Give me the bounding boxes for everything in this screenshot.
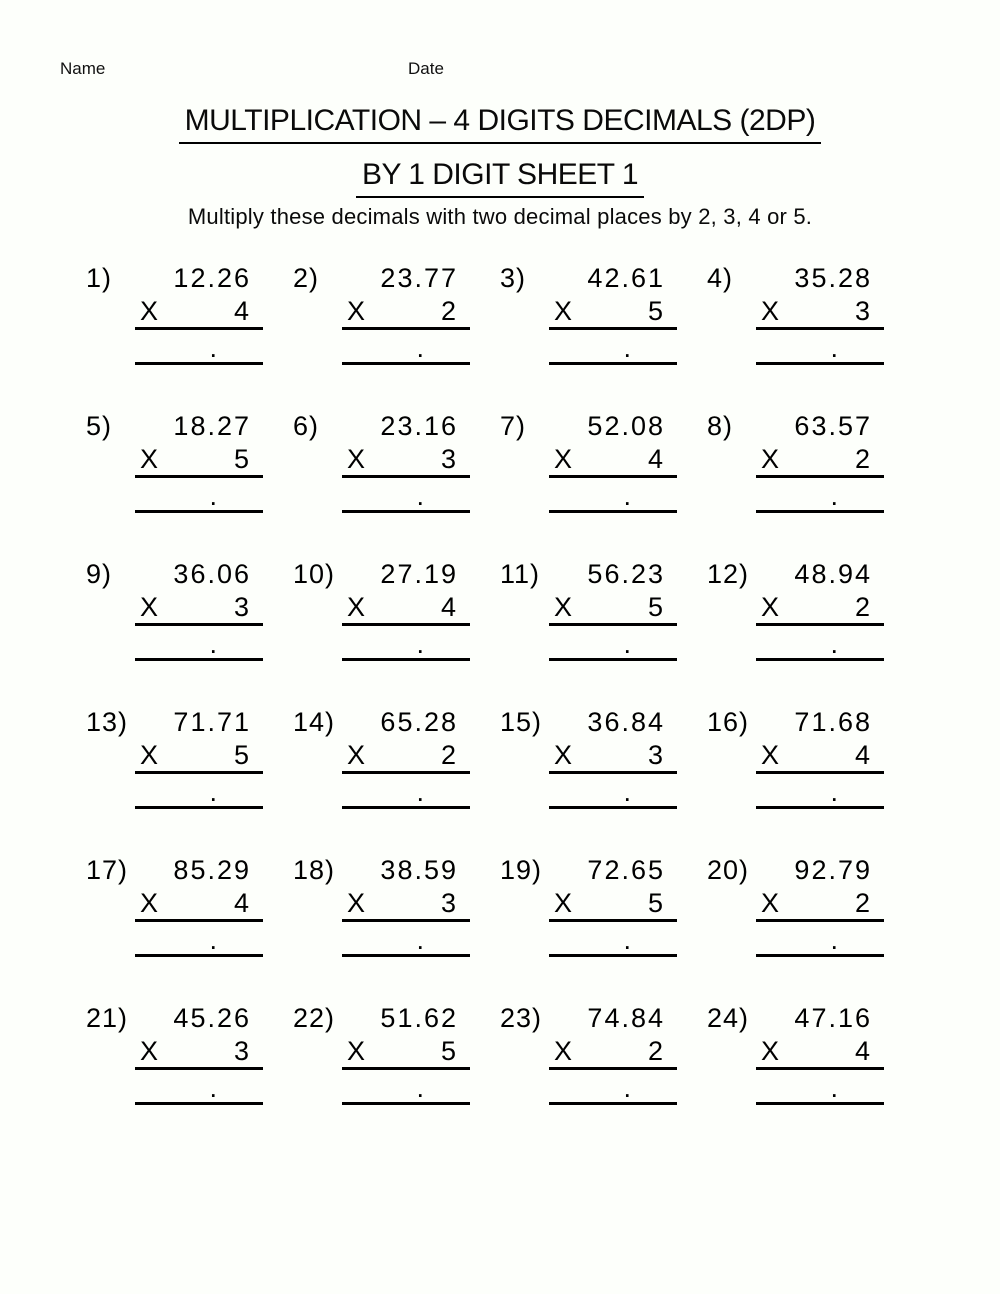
operator-row	[135, 1036, 263, 1067]
multiplicand: 36.84	[587, 707, 665, 737]
worksheet-title-line1	[0, 104, 1000, 144]
multiply-sign: X	[347, 592, 366, 622]
answer-decimal-point: .	[623, 925, 631, 955]
answer-decimal-point: .	[830, 925, 838, 955]
problem-number: 11)	[500, 559, 541, 589]
operator-row	[342, 592, 470, 623]
operator-row	[135, 888, 263, 919]
answer-space	[342, 478, 470, 510]
problem-header-row	[86, 852, 293, 888]
operator-row	[342, 296, 470, 327]
answer-line	[342, 806, 470, 809]
answer-line	[135, 954, 263, 957]
operator-row	[549, 296, 677, 327]
problem	[86, 408, 293, 516]
answer-space	[342, 774, 470, 806]
problem-number: 20)	[707, 855, 750, 885]
multiplier: 4	[854, 740, 872, 770]
problem	[500, 1000, 707, 1108]
operator-row	[549, 592, 677, 623]
multiplicand: 65.28	[380, 707, 458, 737]
problem-number: 12)	[707, 559, 750, 589]
answer-line	[342, 362, 470, 365]
answer-space	[135, 1070, 263, 1102]
answer-decimal-point: .	[416, 925, 424, 955]
answer-decimal-point: .	[209, 925, 217, 955]
problem	[293, 1000, 500, 1108]
answer-space	[342, 922, 470, 954]
multiply-sign: X	[140, 444, 159, 474]
multiply-sign: X	[140, 888, 159, 918]
answer-decimal-point: .	[209, 481, 217, 511]
multiply-sign: X	[140, 740, 159, 770]
multiplier: 4	[233, 888, 251, 918]
problem-header-row	[86, 704, 293, 740]
multiplicand: 12.26	[173, 263, 251, 293]
answer-decimal-point: .	[830, 777, 838, 807]
problem	[86, 704, 293, 812]
multiplier: 2	[647, 1036, 665, 1066]
problem-number: 22)	[293, 1003, 336, 1033]
answer-space	[342, 1070, 470, 1102]
problem-header-row	[500, 260, 707, 296]
multiplicand: 35.28	[794, 263, 872, 293]
answer-space	[549, 1070, 677, 1102]
problem-header-row	[707, 704, 914, 740]
problem	[500, 260, 707, 368]
problem-number: 17)	[86, 855, 129, 885]
multiplicand: 27.19	[380, 559, 458, 589]
answer-decimal-point: .	[416, 481, 424, 511]
answer-decimal-point: .	[830, 629, 838, 659]
problem-header-row	[500, 704, 707, 740]
name-label: Name	[60, 59, 106, 78]
answer-line	[342, 510, 470, 513]
answer-space	[342, 626, 470, 658]
problem	[86, 852, 293, 960]
problem-header-row	[293, 704, 500, 740]
problem-number: 18)	[293, 855, 336, 885]
operator-row	[135, 296, 263, 327]
operator-row	[756, 740, 884, 771]
answer-decimal-point: .	[209, 777, 217, 807]
problem-header-row	[293, 408, 500, 444]
answer-space	[549, 626, 677, 658]
multiplier: 5	[647, 592, 665, 622]
multiply-sign: X	[554, 444, 573, 474]
multiplicand: 71.68	[794, 707, 872, 737]
answer-line	[135, 1102, 263, 1105]
answer-decimal-point: .	[830, 481, 838, 511]
problem-number: 15)	[500, 707, 543, 737]
answer-line	[342, 658, 470, 661]
answer-decimal-point: .	[209, 1073, 217, 1103]
operator-row	[756, 592, 884, 623]
date-label: Date	[408, 59, 444, 78]
operator-row	[756, 444, 884, 475]
problem-number: 21)	[86, 1003, 129, 1033]
problem-header-row	[500, 408, 707, 444]
operator-row	[549, 1036, 677, 1067]
multiplier: 3	[647, 740, 665, 770]
multiply-sign: X	[761, 888, 780, 918]
answer-space	[549, 330, 677, 362]
problem-number: 2)	[293, 263, 320, 293]
answer-space	[135, 626, 263, 658]
answer-space	[756, 1070, 884, 1102]
multiplier: 5	[647, 888, 665, 918]
operator-row	[342, 1036, 470, 1067]
multiplier: 3	[440, 444, 458, 474]
answer-line	[756, 362, 884, 365]
problem-header-row	[293, 1000, 500, 1036]
multiplier: 2	[854, 592, 872, 622]
problem-number: 14)	[293, 707, 336, 737]
instruction-text: Multiply these decimals with two decimal places by 2, 3, 4 or 5.	[187, 204, 813, 229]
answer-decimal-point: .	[623, 777, 631, 807]
problem-header-row	[707, 260, 914, 296]
answer-space	[549, 922, 677, 954]
problem-header-row	[86, 556, 293, 592]
answer-space	[756, 330, 884, 362]
multiplicand: 47.16	[794, 1003, 872, 1033]
problem-header-row	[500, 556, 707, 592]
multiply-sign: X	[761, 1036, 780, 1066]
problem-number: 1)	[86, 263, 113, 293]
answer-decimal-point: .	[623, 481, 631, 511]
problem	[707, 1000, 914, 1108]
answer-decimal-point: .	[830, 333, 838, 363]
answer-decimal-point: .	[830, 1073, 838, 1103]
multiplicand: 45.26	[173, 1003, 251, 1033]
problem-number: 24)	[707, 1003, 750, 1033]
multiply-sign: X	[761, 740, 780, 770]
answer-space	[756, 478, 884, 510]
answer-line	[756, 658, 884, 661]
multiplicand: 72.65	[587, 855, 665, 885]
multiplicand: 51.62	[380, 1003, 458, 1033]
multiply-sign: X	[761, 592, 780, 622]
problem-header-row	[707, 852, 914, 888]
problem-header-row	[293, 556, 500, 592]
answer-space	[549, 478, 677, 510]
problem	[500, 408, 707, 516]
multiplier: 5	[647, 296, 665, 326]
answer-space	[756, 774, 884, 806]
answer-line	[549, 362, 677, 365]
problem-header-row	[293, 260, 500, 296]
answer-decimal-point: .	[209, 333, 217, 363]
problem	[500, 852, 707, 960]
answer-line	[549, 954, 677, 957]
multiplicand: 38.59	[380, 855, 458, 885]
problem-number: 8)	[707, 411, 734, 441]
multiplier: 5	[233, 444, 251, 474]
answer-space	[756, 626, 884, 658]
answer-decimal-point: .	[416, 629, 424, 659]
multiply-sign: X	[554, 1036, 573, 1066]
problem-number: 3)	[500, 263, 527, 293]
multiplier: 4	[233, 296, 251, 326]
problem	[707, 852, 914, 960]
problem	[293, 704, 500, 812]
multiply-sign: X	[140, 1036, 159, 1066]
answer-decimal-point: .	[623, 1073, 631, 1103]
problem-number: 19)	[500, 855, 543, 885]
answer-line	[549, 806, 677, 809]
answer-line	[549, 1102, 677, 1105]
multiply-sign: X	[347, 1036, 366, 1066]
problem	[707, 556, 914, 664]
worksheet-title-line1-text: MULTIPLICATION – 4 DIGITS DECIMALS (2DP)	[179, 104, 822, 144]
multiplicand: 23.77	[380, 263, 458, 293]
problem	[293, 408, 500, 516]
answer-line	[342, 1102, 470, 1105]
multiply-sign: X	[140, 592, 159, 622]
multiplier: 3	[854, 296, 872, 326]
operator-row	[342, 888, 470, 919]
multiply-sign: X	[347, 444, 366, 474]
problem-header-row	[293, 852, 500, 888]
operator-row	[342, 444, 470, 475]
multiply-sign: X	[140, 296, 159, 326]
problem-header-row	[86, 1000, 293, 1036]
problem-header-row	[500, 1000, 707, 1036]
operator-row	[135, 444, 263, 475]
operator-row	[549, 740, 677, 771]
answer-decimal-point: .	[209, 629, 217, 659]
answer-line	[135, 806, 263, 809]
multiplicand: 85.29	[173, 855, 251, 885]
multiplicand: 48.94	[794, 559, 872, 589]
operator-row	[135, 740, 263, 771]
problem	[707, 704, 914, 812]
answer-space	[135, 330, 263, 362]
operator-row	[756, 888, 884, 919]
multiplier: 4	[854, 1036, 872, 1066]
answer-line	[756, 1102, 884, 1105]
multiplier: 4	[440, 592, 458, 622]
problem-number: 9)	[86, 559, 113, 589]
problem	[293, 556, 500, 664]
problem-header-row	[707, 1000, 914, 1036]
multiplier: 3	[440, 888, 458, 918]
problem-number: 6)	[293, 411, 320, 441]
operator-row	[756, 1036, 884, 1067]
multiplier: 2	[440, 296, 458, 326]
multiply-sign: X	[347, 740, 366, 770]
problem	[86, 260, 293, 368]
multiplier: 2	[440, 740, 458, 770]
problem-number: 13)	[86, 707, 129, 737]
answer-space	[342, 330, 470, 362]
worksheet-title-line2	[0, 158, 1000, 198]
multiply-sign: X	[347, 296, 366, 326]
problem	[86, 556, 293, 664]
operator-row	[549, 888, 677, 919]
multiplier: 3	[233, 1036, 251, 1066]
problem-header-row	[86, 408, 293, 444]
multiplicand: 92.79	[794, 855, 872, 885]
problem-header-row	[86, 260, 293, 296]
problem-header-row	[500, 852, 707, 888]
answer-decimal-point: .	[623, 333, 631, 363]
problem-number: 4)	[707, 263, 734, 293]
answer-line	[342, 954, 470, 957]
answer-decimal-point: .	[623, 629, 631, 659]
multiplier: 4	[647, 444, 665, 474]
problem	[707, 408, 914, 516]
answer-line	[135, 362, 263, 365]
multiplicand: 18.27	[173, 411, 251, 441]
operator-row	[756, 296, 884, 327]
operator-row	[549, 444, 677, 475]
answer-space	[135, 478, 263, 510]
multiplicand: 52.08	[587, 411, 665, 441]
answer-space	[135, 774, 263, 806]
problem	[86, 1000, 293, 1108]
problem	[500, 556, 707, 664]
answer-line	[549, 510, 677, 513]
multiply-sign: X	[761, 296, 780, 326]
problem-header-row	[707, 408, 914, 444]
multiply-sign: X	[347, 888, 366, 918]
multiplier: 5	[233, 740, 251, 770]
answer-space	[756, 922, 884, 954]
answer-line	[756, 510, 884, 513]
multiplicand: 63.57	[794, 411, 872, 441]
multiplier: 2	[854, 444, 872, 474]
problem-number: 23)	[500, 1003, 543, 1033]
answer-line	[549, 658, 677, 661]
answer-line	[135, 510, 263, 513]
problem	[707, 260, 914, 368]
problem	[293, 852, 500, 960]
problem	[500, 704, 707, 812]
problem	[293, 260, 500, 368]
answer-line	[135, 658, 263, 661]
multiply-sign: X	[554, 296, 573, 326]
worksheet-title-line2-text: BY 1 DIGIT SHEET 1	[356, 158, 644, 198]
multiply-sign: X	[761, 444, 780, 474]
multiplier: 3	[233, 592, 251, 622]
multiplier: 5	[440, 1036, 458, 1066]
problem-header-row	[707, 556, 914, 592]
multiply-sign: X	[554, 888, 573, 918]
problem-number: 16)	[707, 707, 750, 737]
multiply-sign: X	[554, 740, 573, 770]
problem-number: 10)	[293, 559, 336, 589]
answer-space	[135, 922, 263, 954]
problems-grid	[86, 260, 914, 1108]
multiplicand: 23.16	[380, 411, 458, 441]
answer-line	[756, 806, 884, 809]
answer-decimal-point: .	[416, 1073, 424, 1103]
operator-row	[135, 592, 263, 623]
multiplicand: 74.84	[587, 1003, 665, 1033]
multiplicand: 36.06	[173, 559, 251, 589]
answer-space	[549, 774, 677, 806]
problem-number: 7)	[500, 411, 527, 441]
answer-decimal-point: .	[416, 777, 424, 807]
multiplicand: 42.61	[587, 263, 665, 293]
operator-row	[342, 740, 470, 771]
answer-decimal-point: .	[416, 333, 424, 363]
multiplicand: 56.23	[587, 559, 665, 589]
answer-line	[756, 954, 884, 957]
problem-number: 5)	[86, 411, 113, 441]
multiplicand: 71.71	[173, 707, 251, 737]
multiply-sign: X	[554, 592, 573, 622]
multiplier: 2	[854, 888, 872, 918]
